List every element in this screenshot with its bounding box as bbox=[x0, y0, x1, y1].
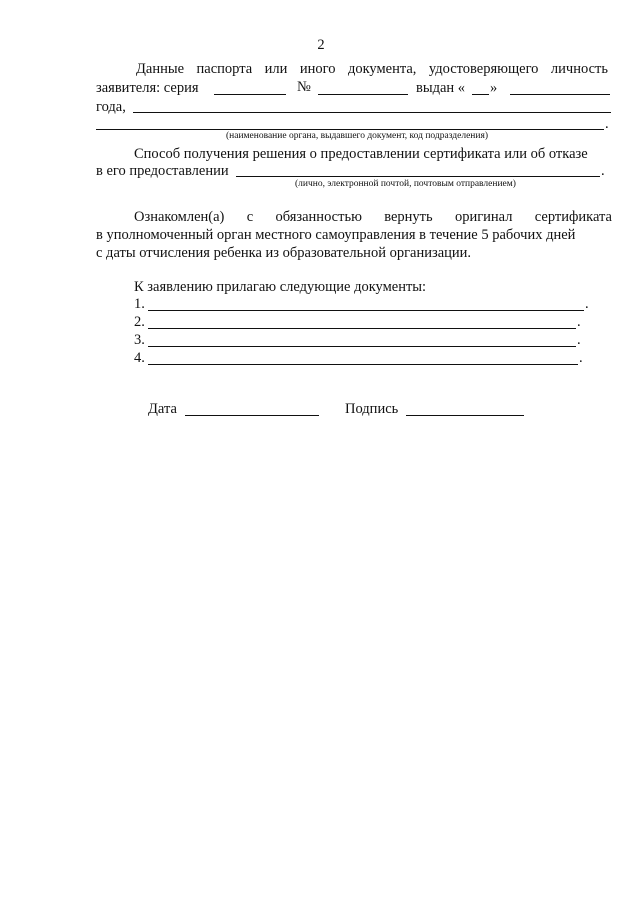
attachment-number: 3. bbox=[134, 332, 145, 348]
date-field[interactable] bbox=[185, 415, 319, 416]
applicant-series-label: заявителя: серия bbox=[96, 80, 199, 96]
attachment-field-1[interactable] bbox=[148, 310, 584, 311]
passport-word: удостоверяющего bbox=[428, 61, 539, 77]
issuer-field-2[interactable] bbox=[96, 129, 604, 130]
issued-day-field[interactable] bbox=[472, 94, 489, 95]
passport-word: документа, bbox=[347, 61, 417, 77]
attachment-number: 1. bbox=[134, 296, 145, 312]
attachment-dot: . bbox=[577, 314, 581, 330]
passport-word: Данные bbox=[136, 61, 185, 77]
acknowledge-line-3: с даты отчисления ребенка из образовательной организации. bbox=[96, 245, 472, 261]
year-label: года, bbox=[96, 99, 126, 115]
date-label: Дата bbox=[148, 401, 177, 417]
issued-month-field[interactable] bbox=[510, 94, 610, 95]
acknowledge-word: с bbox=[246, 209, 254, 225]
method-dot: . bbox=[601, 163, 605, 179]
issued-label: выдан « bbox=[416, 80, 466, 96]
passport-line-1 bbox=[136, 60, 608, 78]
signature-label: Подпись bbox=[345, 401, 399, 417]
quote-close: » bbox=[490, 80, 498, 96]
number-field[interactable] bbox=[318, 94, 408, 95]
attachment-field-2[interactable] bbox=[148, 328, 576, 329]
method-line-2: в его предоставлении bbox=[96, 163, 229, 179]
passport-word: личность bbox=[550, 61, 608, 77]
attachment-dot: . bbox=[585, 296, 589, 312]
attachment-dot: . bbox=[579, 350, 583, 366]
issuer-field-1[interactable] bbox=[133, 112, 611, 113]
acknowledge-word: обязанностью bbox=[275, 209, 362, 225]
issuer-caption: (наименование органа, выдавшего документ, код подразделения) bbox=[226, 131, 488, 141]
acknowledge-line-1 bbox=[134, 208, 612, 226]
acknowledge-word: вернуть bbox=[384, 209, 433, 225]
attachment-dot: . bbox=[577, 332, 581, 348]
series-field[interactable] bbox=[214, 94, 286, 95]
page-number: 2 bbox=[317, 37, 325, 53]
number-sign: № bbox=[297, 79, 311, 95]
issuer-dot: . bbox=[605, 116, 609, 132]
method-line-1: Способ получения решения о предоставлении сертификата или об отказе bbox=[134, 146, 588, 162]
attachment-number: 2. bbox=[134, 314, 145, 330]
acknowledge-word: Ознакомлен(а) bbox=[134, 209, 225, 225]
passport-word: паспорта bbox=[196, 61, 253, 77]
acknowledge-line-2: в уполномоченный орган местного самоуправления в течение 5 рабочих дней bbox=[96, 227, 576, 243]
attachments-heading: К заявлению прилагаю следующие документы: bbox=[134, 279, 427, 295]
method-field[interactable] bbox=[236, 176, 600, 177]
method-caption: (лично, электронной почтой, почтовым отправлением) bbox=[295, 179, 516, 189]
attachment-field-3[interactable] bbox=[148, 346, 576, 347]
passport-word: иного bbox=[299, 61, 336, 77]
passport-word: или bbox=[264, 61, 288, 77]
attachment-number: 4. bbox=[134, 350, 145, 366]
signature-field[interactable] bbox=[406, 415, 524, 416]
acknowledge-word: оригинал bbox=[454, 209, 513, 225]
acknowledge-word: сертификата bbox=[534, 209, 612, 225]
attachment-field-4[interactable] bbox=[148, 364, 578, 365]
